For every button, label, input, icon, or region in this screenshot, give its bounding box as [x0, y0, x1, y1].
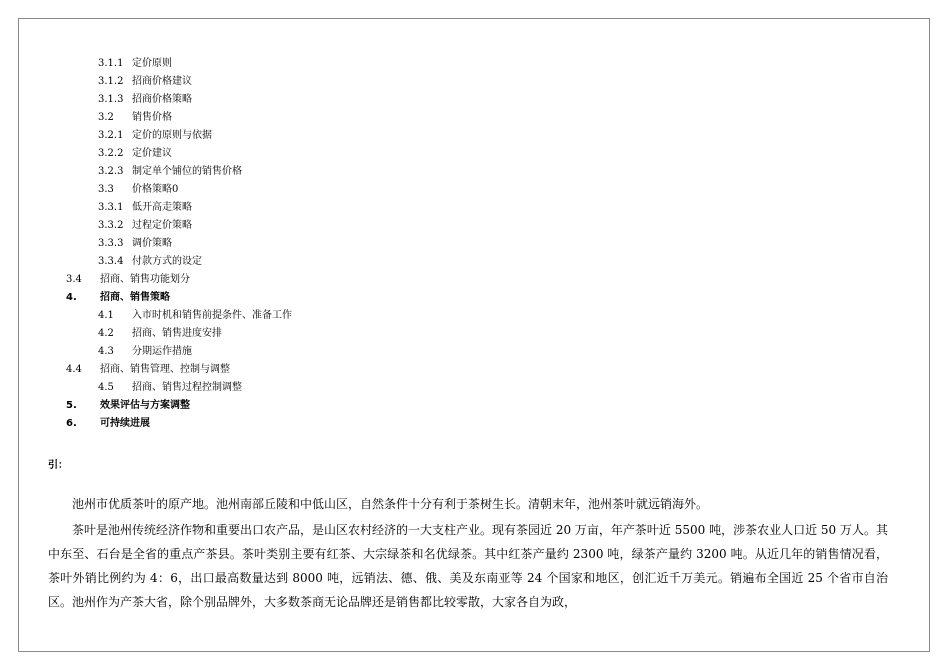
toc-entry[interactable]: [98, 238, 172, 250]
toc-entry-title: 销售价格: [132, 112, 172, 123]
toc-entry-title: 付款方式的设定: [132, 256, 202, 267]
toc-entry[interactable]: [66, 364, 230, 376]
toc-entry-title: 招商、销售管理、控制与调整: [100, 364, 230, 375]
paragraph-1: 池州市优质茶叶的原产地。池州南部丘陵和中低山区，自然条件十分有利于茶树生长。清朝末年，池州茶叶就远销海外。: [72, 497, 709, 511]
toc-entry[interactable]: [98, 346, 192, 358]
section-heading: 引：: [48, 460, 68, 471]
toc-entry-number: 3.2.1: [98, 130, 124, 141]
toc-entry[interactable]: [98, 148, 172, 160]
toc-entry[interactable]: [98, 58, 172, 70]
toc-entry-title: 定价建议: [132, 148, 172, 159]
toc-entry[interactable]: [98, 202, 192, 214]
toc-entry-number: 4.3: [98, 346, 114, 357]
toc-entry-number: 3.3.2: [98, 220, 124, 231]
paragraph-2: 茶叶是池州传统经济作物和重要出口农产品，是山区农村经济的一大支柱产业。现有茶园近 20 万亩，年产茶叶近 5500 吨，涉茶农业人口近 50 万人。其中东至、石台是全省的重点产茶县。茶叶类别主要有红茶、大宗绿茶和名优绿茶。其中红茶产量约 2300 吨，绿茶产量约 3200 吨。从近几年的销售情况看，茶叶外销比例约为 4：6，出口最高数量达到 8000 吨，远销法、德、俄、美及东南亚等 24 个国家和地区，创汇近千万美元。销遍布全国近 25 个省市自治区。池州作为产茶大省，除个别品牌外，大多数茶商无论品牌还是销售都比较零散，大家各自为政，: [48, 523, 888, 609]
toc-entry-title: 招商、销售功能划分: [100, 274, 190, 285]
toc-entry-number: 3.2.2: [98, 148, 124, 159]
toc-entry-title: 可持续进展: [100, 418, 150, 429]
toc-entry[interactable]: [98, 76, 192, 88]
toc-entry[interactable]: [98, 94, 192, 106]
toc-entry-number: 5.: [66, 400, 77, 411]
toc-entry-number: 3.1.3: [98, 94, 124, 105]
toc-entry-number: 3.3.1: [98, 202, 124, 213]
toc-entry-number: 4.5: [98, 382, 114, 393]
toc-entry[interactable]: [98, 166, 242, 178]
toc-entry[interactable]: [98, 184, 178, 196]
toc-entry-title: 招商价格策略: [132, 94, 192, 105]
toc-entry[interactable]: [66, 292, 170, 304]
toc-entry[interactable]: [66, 274, 190, 286]
toc-entry[interactable]: [98, 220, 192, 232]
toc-entry-title: 价格策略0: [132, 184, 179, 195]
toc-entry-number: 4.1: [98, 310, 114, 321]
toc-entry-number: 3.1.2: [98, 76, 124, 87]
toc-entry[interactable]: [66, 400, 190, 412]
toc-entry-number: 3.4: [66, 274, 82, 285]
toc-entry-number: 4.: [66, 292, 77, 303]
toc-entry-number: 3.3.4: [98, 256, 124, 267]
toc-entry-number: 3.1.1: [98, 58, 124, 69]
toc-entry-title: 调价策略: [132, 238, 172, 249]
toc-entry[interactable]: [98, 328, 222, 340]
toc-entry-number: 3.3: [98, 184, 114, 195]
toc-entry[interactable]: [98, 310, 292, 322]
toc-entry-number: 4.4: [66, 364, 82, 375]
toc-entry-number: 3.3.3: [98, 238, 124, 249]
toc-entry[interactable]: [98, 256, 202, 268]
toc-entry-title: 效果评估与方案调整: [100, 400, 190, 411]
toc-entry-number: 4.2: [98, 328, 114, 339]
toc-entry-title: 招商、销售进度安排: [132, 328, 222, 339]
toc-entry[interactable]: [66, 418, 150, 430]
toc-entry-title: 招商价格建议: [132, 76, 192, 87]
toc-entry-title: 分期运作措施: [132, 346, 192, 357]
toc-entry-number: 3.2: [98, 112, 114, 123]
toc-entry-title: 招商、销售策略: [100, 292, 170, 303]
toc-entry-title: 招商、销售过程控制调整: [132, 382, 242, 393]
toc-entry-title: 过程定价策略: [132, 220, 192, 231]
toc-entry-title: 定价的原则与依据: [132, 130, 212, 141]
toc-entry-title: 入市时机和销售前提条件、准备工作: [132, 310, 292, 321]
toc-entry-number: 6.: [66, 418, 77, 429]
toc-entry-title: 低开高走策略: [132, 202, 192, 213]
toc-entry-title: 制定单个铺位的销售价格: [132, 166, 242, 177]
toc-entry[interactable]: [98, 130, 212, 142]
toc-entry-number: 3.2.3: [98, 166, 124, 177]
toc-entry[interactable]: [98, 112, 172, 124]
toc-entry-title: 定价原则: [132, 58, 172, 69]
toc-entry[interactable]: [98, 382, 242, 394]
